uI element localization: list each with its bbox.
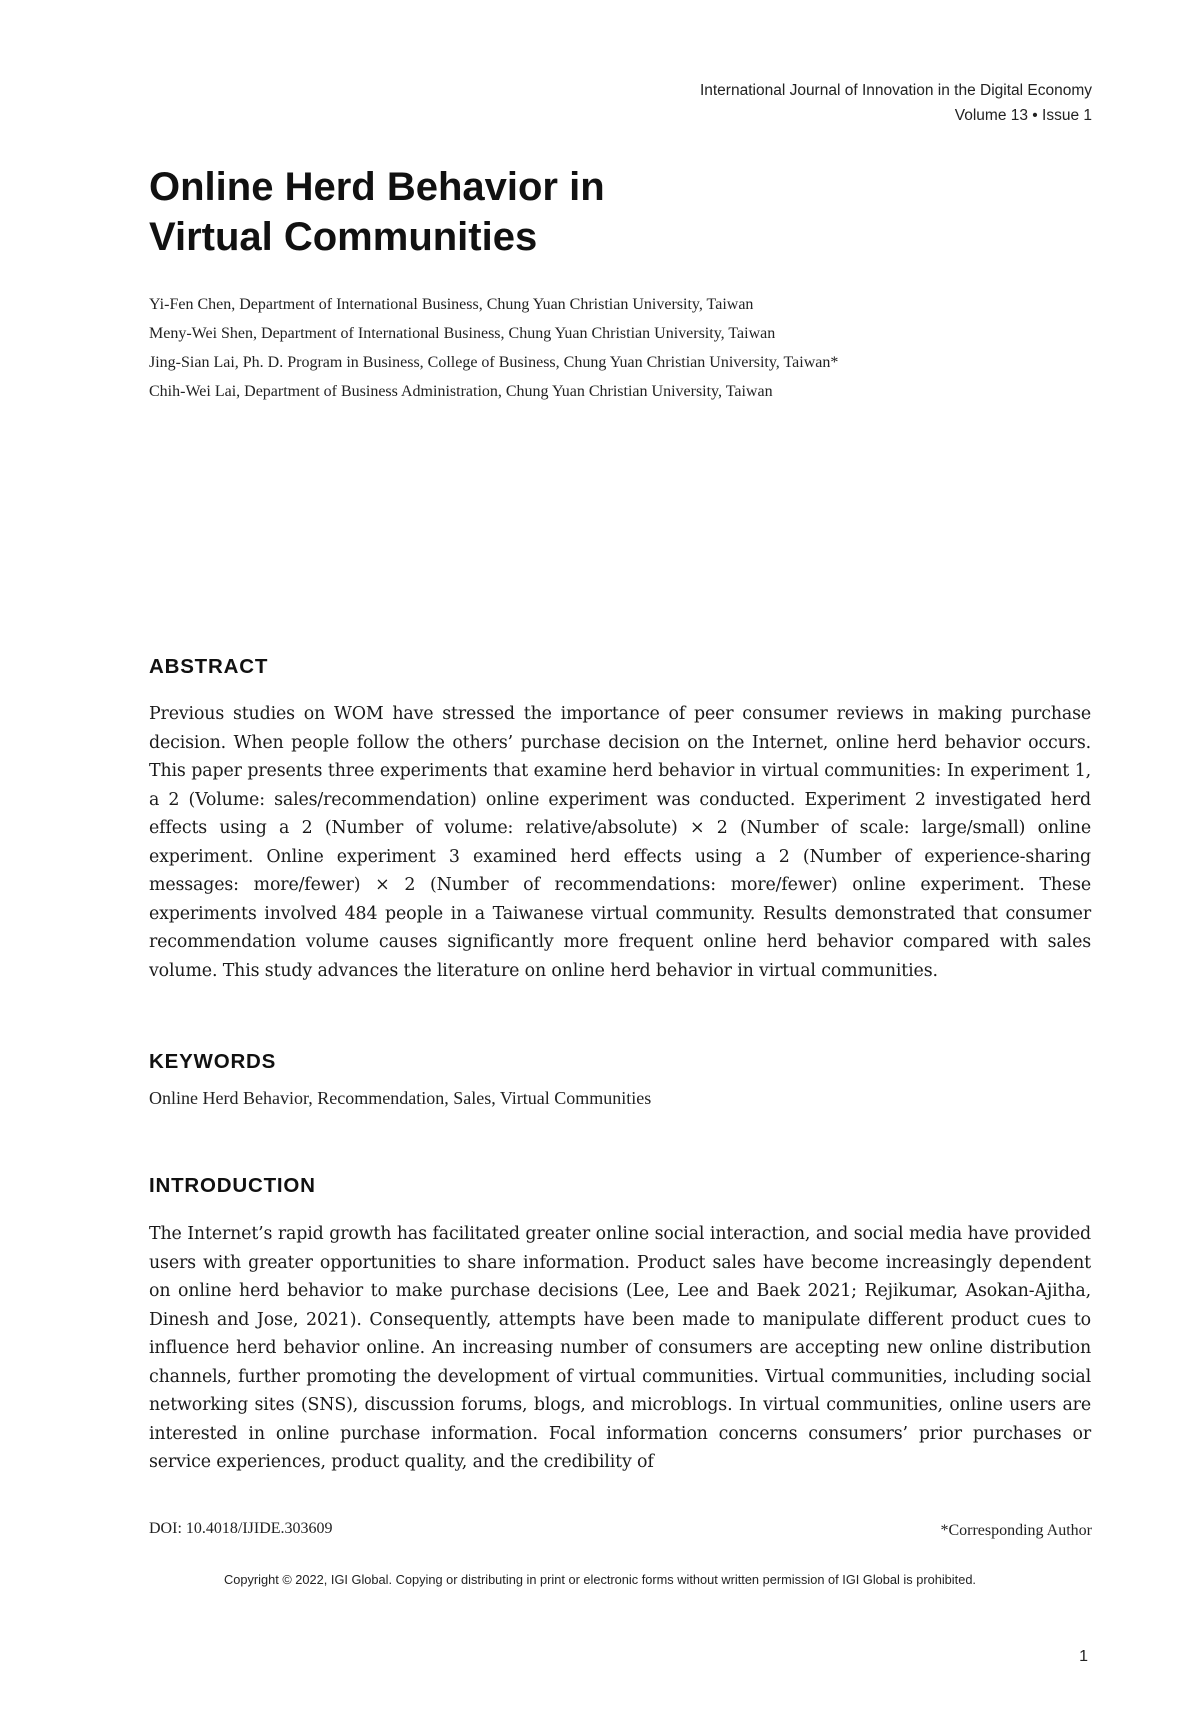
journal-name: International Journal of Innovation in the Digital Economy bbox=[699, 82, 1092, 99]
keywords-text: Online Herd Behavior, Recommendation, Sales, Virtual Communities bbox=[149, 1088, 652, 1108]
author-affiliation: Meny-Wei Shen, Department of International Business, Chung Yuan Christian University, Taiwan bbox=[149, 325, 776, 342]
title-line-2: Virtual Communities bbox=[149, 215, 538, 259]
keywords-heading: KEYWORDS bbox=[149, 1050, 277, 1073]
introduction-heading: INTRODUCTION bbox=[149, 1174, 316, 1197]
author-affiliation: Chih-Wei Lai, Department of Business Administration, Chung Yuan Christian University, Taiwan bbox=[149, 383, 773, 400]
paper-title bbox=[149, 162, 1049, 262]
title-line-1: Online Herd Behavior in bbox=[149, 165, 605, 209]
doi-link[interactable]: DOI: 10.4018/IJIDE.303609 bbox=[149, 1520, 333, 1537]
copyright-notice: Copyright © 2022, IGI Global. Copying or distributing in print or electronic forms without written permission of IGI Global is prohibited. bbox=[224, 1572, 976, 1587]
author-affiliation: Jing-Sian Lai, Ph. D. Program in Business, College of Business, Chung Yuan Christian University, Taiwan* bbox=[149, 354, 839, 371]
author-affiliation: Yi-Fen Chen, Department of International Business, Chung Yuan Christian University, Taiwan bbox=[149, 296, 754, 313]
running-header bbox=[700, 78, 1092, 128]
volume-issue: Volume 13 • Issue 1 bbox=[954, 107, 1092, 124]
corresponding-author-note: *Corresponding Author bbox=[940, 1522, 1092, 1539]
author-list bbox=[149, 290, 1069, 406]
abstract-heading: ABSTRACT bbox=[149, 655, 269, 678]
abstract-text: Previous studies on WOM have stressed the importance of peer consumer reviews in making purchase decision. When people follow the others’ purchase decision on the Internet, online herd behavior occurs. This paper presents three experiments that examine herd behavior in virtual communities: In experiment 1, a 2 (Volume: sales/recommendation) online experiment was conducted. Experiment 2 investigated herd effects using a 2 (Number of volume: relative/absolute) × 2 (Number of scale: large/small) online experiment. Online experiment 3 examined herd effects using a 2 (Number of experience-sharing messages: more/fewer) × 2 (Number of recommendations: more/fewer) online experiment. These experiments involved 484 people in a Taiwanese virtual community. Results demonstrated that consumer recommendation volume causes significantly more frequent online herd behavior compared with sales volume. This study advances the literature on online herd behavior in virtual communities. bbox=[149, 704, 1091, 981]
page-number: 1 bbox=[1079, 1648, 1088, 1665]
introduction-text: The Internet’s rapid growth has facilitated greater online social interaction, and social media have provided users with greater opportunities to share information. Product sales have become increasingly dependent on online herd behavior to make purchase decisions (Lee, Lee and Baek 2021; Rejikumar, Asokan-Ajitha, Dinesh and Jose, 2021). Consequently, attempts have been made to manipulate different product cues to influence herd behavior online. An increasing number of consumers are accepting new online distribution channels, further promoting the development of virtual communities. Virtual communities, including social networking sites (SNS), discussion forums, blogs, and microblogs. In virtual communities, online users are interested in online purchase information. Focal information concerns consumers’ prior purchases or service experiences, product quality, and the credibility of bbox=[149, 1224, 1091, 1472]
